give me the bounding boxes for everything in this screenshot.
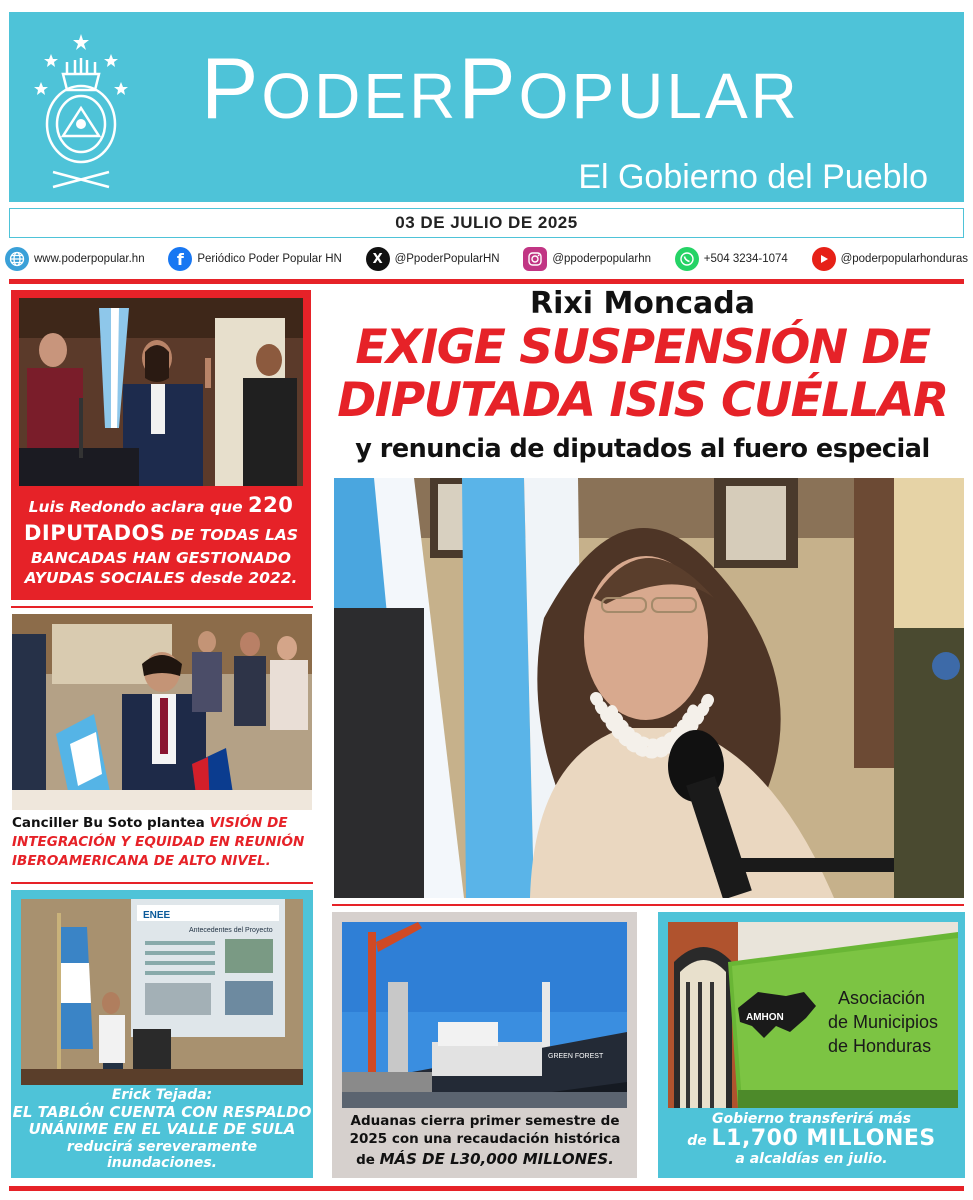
youtube-icon <box>812 247 836 271</box>
social-links-bar <box>5 244 968 274</box>
amhon-sign-photo <box>668 922 958 1108</box>
slide-title: Antecedentes del Proyecto <box>189 927 273 934</box>
sign-text-2: de Municipios <box>828 1012 939 1032</box>
tablon-photo <box>21 899 303 1085</box>
amhon-logo-text: AMHON <box>746 1012 784 1023</box>
redondo-photo <box>19 298 303 486</box>
sign-text-3: de Honduras <box>828 1036 932 1056</box>
newspaper-brand: PODERPOPULAR <box>201 41 800 137</box>
main-kicker: Rixi Moncada <box>529 286 756 321</box>
issue-date <box>9 208 964 238</box>
whatsapp-icon <box>675 247 699 271</box>
facebook-icon: f <box>168 247 192 271</box>
honduras-coat-of-arms-icon <box>33 32 129 192</box>
aduanas-ship-photo <box>342 922 627 1108</box>
tablon-headline: Erick Tejada: EL TABLÓN CUENTA CON RESPALDO UNÁNIME EN EL VALLE DE SULA reducirá sereveramente inundaciones. <box>12 1087 312 1172</box>
rixi-moncada-photo[interactable] <box>334 478 964 898</box>
instagram-icon <box>523 247 547 271</box>
story-tablon[interactable] <box>11 890 313 1178</box>
masthead <box>9 12 964 202</box>
left-divider-2 <box>11 882 313 884</box>
social-whatsapp[interactable]: +504 3234-1074 <box>675 247 788 271</box>
social-youtube[interactable]: @poderpopularhonduras <box>812 247 968 271</box>
canciller-photo[interactable] <box>12 614 312 810</box>
social-instagram[interactable]: @ppoderpopularhn <box>523 247 651 271</box>
tagline: El Gobierno del Pueblo <box>578 158 928 196</box>
canciller-headline: Canciller Bu Soto plantea VISIÓN DE INTEGRACIÓN Y EQUIDAD EN REUNIÓN IBEROAMERICANA DE ALTO NIVEL. <box>12 815 305 869</box>
x-icon: X <box>366 247 390 271</box>
social-website[interactable]: www.poderpopular.hn <box>5 247 145 271</box>
left-divider-1 <box>11 606 313 608</box>
aduanas-headline: Aduanas cierra primer semestre de 2025 con una recaudación histórica de MÁS DE L30,000 MILLONES. <box>349 1113 621 1168</box>
top-divider <box>9 279 964 284</box>
social-facebook[interactable]: f Periódico Poder Popular HN <box>168 247 341 271</box>
main-subhead: y renuncia de diputados al fuero especial <box>355 434 930 464</box>
amhon-headline: Gobierno transferirá más de L1,700 MILLONES a alcaldías en julio. <box>687 1111 936 1167</box>
story-redondo[interactable] <box>11 290 311 600</box>
story-aduanas[interactable] <box>332 912 637 1178</box>
sign-text-1: Asociación <box>838 988 926 1008</box>
story-amhon[interactable] <box>658 912 965 1178</box>
enee-slide-logo: ENEE <box>143 910 171 921</box>
main-headline: EXIGE SUSPENSIÓN DE DIPUTADA ISIS CUÉLLAR <box>337 320 948 428</box>
ship-name-label: GREEN FOREST <box>548 1053 604 1060</box>
bottom-divider <box>9 1186 964 1191</box>
main-divider <box>332 904 964 906</box>
social-x[interactable]: X @PpoderPopularHN <box>366 247 500 271</box>
issue-date-text: 03 DE JULIO DE 2025 <box>395 213 578 232</box>
redondo-headline: Luis Redondo aclara que 220 DIPUTADOS DE TODAS LAS BANCADAS HAN GESTIONADO AYUDAS SOCIALES desde 2022. <box>23 493 298 588</box>
globe-icon <box>5 247 29 271</box>
